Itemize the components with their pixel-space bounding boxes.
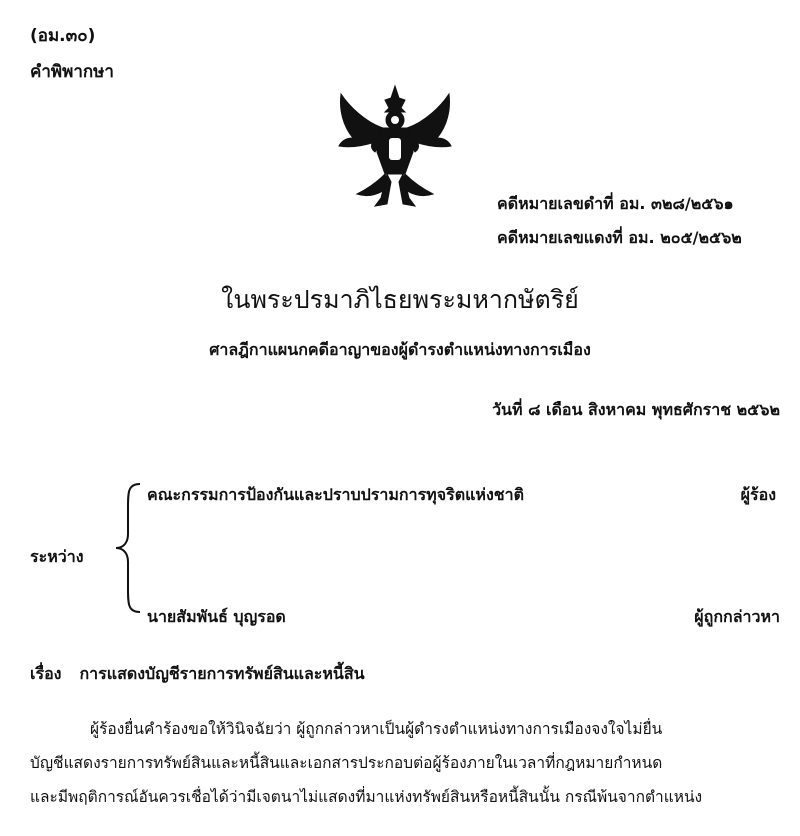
garuda-emblem-icon [335,82,455,212]
between-label: ระหว่าง [30,547,84,566]
petitioner-name: คณะกรรมการป้องกันและปราบปรามการทุจริตแห่งชาติ [147,485,524,504]
black-case-number: คดีหมายเลขดำที่ อม. ๓๒๘/๒๕๖๑ [497,194,734,213]
document-type: คำพิพากษา [30,62,114,82]
body-line: ผู้ร้องยื่นคำร้องขอให้วินิจฉัยว่า ผู้ถูกกล่าวหาเป็นผู้ดำรงตำแหน่งทางการเมืองจงใจไม่ยื่น [90,720,663,738]
body-line: และมีพฤติการณ์อันควรเชื่อได้ว่ามีเจตนาไม่แสดงที่มาแห่งทรัพย์สินหรือหนี้สินนั้น กรณีพ้นจากตำแหน่ง [30,788,703,806]
red-case-number: คดีหมายเลขแดงที่ อม. ๒๐๕/๒๕๖๒ [497,228,742,247]
subject-row [30,662,365,687]
respondent-name: นายสัมพันธ์ บุญรอด [147,607,286,626]
court-name: ศาลฎีกาแผนกคดีอาญาของผู้ดำรงตำแหน่งทางการเมือง [209,340,591,359]
petitioner-role: ผู้ร้อง [740,485,776,504]
curly-brace-icon [110,478,146,618]
form-code: (อม.๓๐) [30,26,96,46]
subject-text: การแสดงบัญชีรายการทรัพย์สินและหนี้สิน [79,664,365,683]
judgment-body [30,712,782,814]
royal-heading: ในพระปรมาภิไธยพระมหากษัตริย์ [221,285,579,314]
subject-label: เรื่อง [30,664,62,683]
body-line: บัญชีแสดงรายการทรัพย์สินและหนี้สินและเอกสารประกอบต่อผู้ร้องภายในเวลาที่กฎหมายกำหนด [30,754,663,772]
respondent-role: ผู้ถูกกล่าวหา [694,607,780,626]
judgment-date: วันที่ ๘ เดือน สิงหาคม พุทธศักราช ๒๕๖๒ [492,400,780,419]
